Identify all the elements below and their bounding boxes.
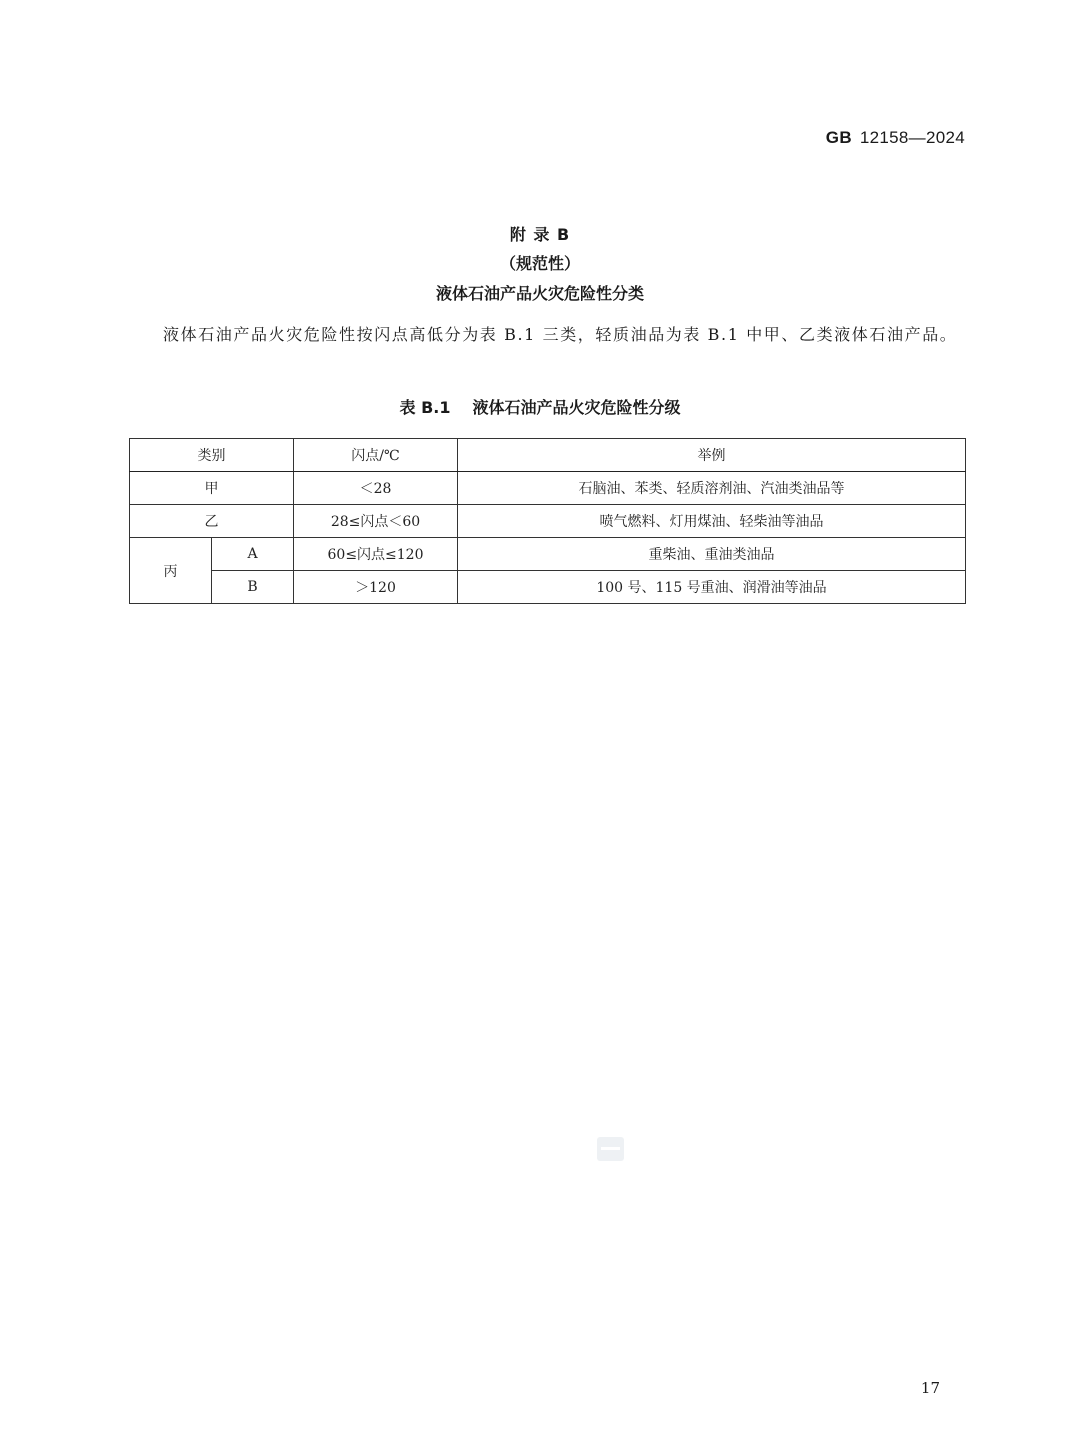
cell-category: 丙	[130, 538, 212, 604]
cell-flash-point: 28≤闪点＜60	[294, 505, 458, 538]
header-flash-point: 闪点/℃	[294, 439, 458, 472]
table-header-row	[130, 439, 966, 472]
standard-prefix: GB	[825, 128, 852, 147]
cell-example: 喷气燃料、灯用煤油、轻柴油等油品	[458, 505, 966, 538]
table-row	[130, 472, 966, 505]
cell-subcategory: A	[212, 538, 294, 571]
cell-category: 乙	[130, 505, 294, 538]
cell-flash-point: ＞120	[294, 571, 458, 604]
body-paragraph: 液体石油产品火灾危险性按闪点高低分为表 B.1 三类，轻质油品为表 B.1 中甲、乙类液体石油产品。	[163, 325, 958, 344]
appendix-type: （规范性）	[499, 254, 580, 273]
table-row	[130, 538, 966, 571]
appendix-title: 附 录 B	[509, 225, 571, 244]
hazard-classification-table	[129, 438, 966, 604]
header-category: 类别	[130, 439, 294, 472]
cell-example: 重柴油、重油类油品	[458, 538, 966, 571]
cell-example: 石脑油、苯类、轻质溶剂油、汽油类油品等	[458, 472, 966, 505]
cell-flash-point: 60≤闪点≤120	[294, 538, 458, 571]
page-number: 17	[920, 1379, 940, 1397]
header-example: 举例	[458, 439, 966, 472]
standard-number: 12158—2024	[859, 128, 965, 147]
table-caption-title: 液体石油产品火灾危险性分级	[472, 398, 681, 417]
table-caption-number: 表 B.1	[399, 398, 451, 417]
cell-category: 甲	[130, 472, 294, 505]
table-row	[130, 505, 966, 538]
cell-example: 100 号、115 号重油、润滑油等油品	[458, 571, 966, 604]
watermark-logo-icon	[597, 1137, 624, 1161]
standard-code	[826, 128, 965, 148]
cell-flash-point: ＜28	[294, 472, 458, 505]
table-row	[130, 571, 966, 604]
table-caption	[0, 395, 1080, 418]
cell-subcategory: B	[212, 571, 294, 604]
appendix-heading: 液体石油产品火灾危险性分类	[435, 284, 644, 303]
